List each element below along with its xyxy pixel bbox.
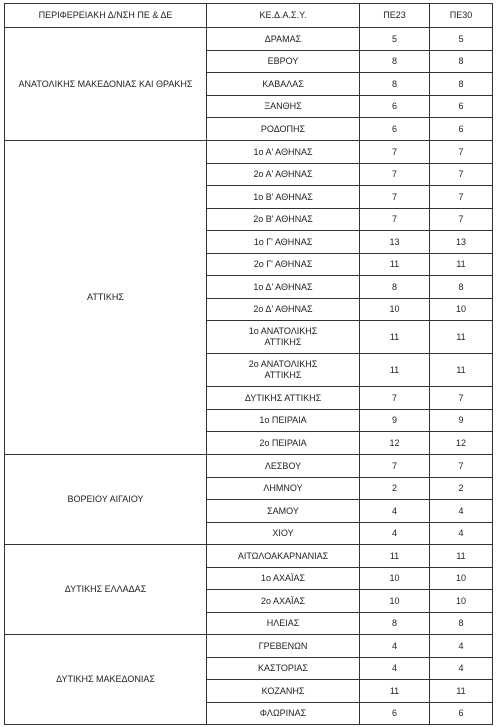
pe23-cell: 5 [360,28,430,51]
region-cell: ΑΝΑΤΟΛΙΚΗΣ ΜΑΚΕΔΟΝΙΑΣ ΚΑΙ ΘΡΑΚΗΣ [5,28,207,141]
pe23-cell: 11 [360,354,430,387]
kedasy-cell: ΔΡΑΜΑΣ [207,28,360,51]
kedasy-cell: 1ο Β' ΑΘΗΝΑΣ [207,186,360,209]
pe23-cell: 4 [360,658,430,680]
region-cell: ΒΟΡΕΙΟΥ ΑΙΓΑΙΟΥ [5,455,207,545]
pe30-cell: 11 [430,321,493,354]
pe23-cell: 7 [360,387,430,410]
pe30-cell: 11 [430,545,493,568]
allocation-table [4,3,493,725]
kedasy-cell: 2ο Γ' ΑΘΗΝΑΣ [207,254,360,276]
pe30-cell: 4 [430,635,493,658]
kedasy-cell: ΛΗΜΝΟΥ [207,478,360,500]
pe23-cell: 7 [360,209,430,231]
pe23-cell: 7 [360,141,430,164]
pe30-cell: 7 [430,387,493,410]
pe23-cell: 2 [360,478,430,500]
pe30-cell: 7 [430,186,493,209]
kedasy-cell: 2ο Β' ΑΘΗΝΑΣ [207,209,360,231]
kedasy-cell: 2ο Α' ΑΘΗΝΑΣ [207,164,360,186]
kedasy-cell: ΔΥΤΙΚΗΣ ΑΤΤΙΚΗΣ [207,387,360,410]
header-pe23: ΠΕ23 [360,4,430,28]
region-cell: ΔΥΤΙΚΗΣ ΕΛΛΑΔΑΣ [5,545,207,635]
kedasy-cell: ΚΑΣΤΟΡΙΑΣ [207,658,360,680]
pe30-cell: 2 [430,478,493,500]
pe30-cell: 7 [430,455,493,478]
pe23-cell: 12 [360,432,430,455]
kedasy-cell: 2ο ΠΕΙΡΑΙΑ [207,432,360,455]
pe30-cell: 6 [430,118,493,141]
pe30-cell: 4 [430,523,493,545]
kedasy-cell: ΗΛΕΙΑΣ [207,613,360,635]
pe23-cell: 6 [360,118,430,141]
kedasy-cell: 1ο Δ' ΑΘΗΝΑΣ [207,276,360,299]
pe30-cell: 7 [430,209,493,231]
pe30-cell: 13 [430,231,493,254]
table-row [5,455,493,478]
pe30-cell: 8 [430,276,493,299]
pe30-cell: 6 [430,703,493,725]
pe23-cell: 10 [360,299,430,321]
pe30-cell: 7 [430,141,493,164]
kedasy-cell: ΦΛΩΡΙΝΑΣ [207,703,360,725]
pe23-cell: 9 [360,410,430,432]
pe23-cell: 4 [360,500,430,523]
pe30-cell: 10 [430,568,493,590]
pe30-cell: 10 [430,590,493,613]
pe30-cell: 11 [430,254,493,276]
kedasy-cell: 1ο Α' ΑΘΗΝΑΣ [207,141,360,164]
kedasy-cell: ΑΙΤΩΛΟΑΚΑΡΝΑΝΙΑΣ [207,545,360,568]
pe30-cell: 8 [430,51,493,73]
kedasy-cell: ΛΕΣΒΟΥ [207,455,360,478]
pe23-cell: 4 [360,635,430,658]
pe23-cell: 11 [360,254,430,276]
kedasy-cell: 1ο ΑΧΑΪΑΣ [207,568,360,590]
kedasy-cell: ΚΟΖΑΝΗΣ [207,680,360,703]
pe30-cell: 4 [430,658,493,680]
pe30-cell: 5 [430,28,493,51]
pe23-cell: 7 [360,186,430,209]
kedasy-cell: 2ο Δ' ΑΘΗΝΑΣ [207,299,360,321]
pe30-cell: 12 [430,432,493,455]
pe30-cell: 4 [430,500,493,523]
pe23-cell: 7 [360,455,430,478]
table-row [5,141,493,164]
pe30-cell: 11 [430,354,493,387]
pe30-cell: 9 [430,410,493,432]
kedasy-cell: ΕΒΡΟΥ [207,51,360,73]
kedasy-cell: 2ο ΑΧΑΪΑΣ [207,590,360,613]
header-pe30: ΠΕ30 [430,4,493,28]
region-cell: ΔΥΤΙΚΗΣ ΜΑΚΕΔΟΝΙΑΣ [5,635,207,725]
pe23-cell: 8 [360,73,430,96]
pe23-cell: 11 [360,680,430,703]
pe23-cell: 10 [360,568,430,590]
pe23-cell: 10 [360,590,430,613]
kedasy-cell: 2ο ΑΝΑΤΟΛΙΚΗΣ ΑΤΤΙΚΗΣ [207,354,360,387]
kedasy-cell: ΓΡΕΒΕΝΩΝ [207,635,360,658]
header-region: ΠΕΡΙΦΕΡΕΙΑΚΗ Δ/ΝΣΗ ΠΕ & ΔΕ [5,4,207,28]
pe23-cell: 6 [360,703,430,725]
pe30-cell: 8 [430,613,493,635]
pe30-cell: 10 [430,299,493,321]
pe30-cell: 7 [430,164,493,186]
header-kedasy: ΚΕ.Δ.Α.Σ.Υ. [207,4,360,28]
region-cell: ΑΤΤΙΚΗΣ [5,141,207,455]
pe23-cell: 11 [360,321,430,354]
pe23-cell: 8 [360,51,430,73]
pe30-cell: 8 [430,73,493,96]
table-row [5,545,493,568]
header-row [5,4,493,28]
kedasy-cell: ΡΟΔΟΠΗΣ [207,118,360,141]
table-row [5,635,493,658]
pe23-cell: 6 [360,96,430,118]
kedasy-cell: ΣΑΜΟΥ [207,500,360,523]
kedasy-cell: ΞΑΝΘΗΣ [207,96,360,118]
kedasy-cell: 1ο ΠΕΙΡΑΙΑ [207,410,360,432]
table-row [5,28,493,51]
pe30-cell: 11 [430,680,493,703]
pe23-cell: 4 [360,523,430,545]
kedasy-cell: 1ο ΑΝΑΤΟΛΙΚΗΣ ΑΤΤΙΚΗΣ [207,321,360,354]
kedasy-cell: ΚΑΒΑΛΑΣ [207,73,360,96]
table-body [5,4,493,725]
pe23-cell: 13 [360,231,430,254]
kedasy-cell: 1ο Γ' ΑΘΗΝΑΣ [207,231,360,254]
pe23-cell: 7 [360,164,430,186]
pe23-cell: 11 [360,545,430,568]
pe23-cell: 8 [360,613,430,635]
pe30-cell: 6 [430,96,493,118]
pe23-cell: 8 [360,276,430,299]
kedasy-cell: ΧΙΟΥ [207,523,360,545]
